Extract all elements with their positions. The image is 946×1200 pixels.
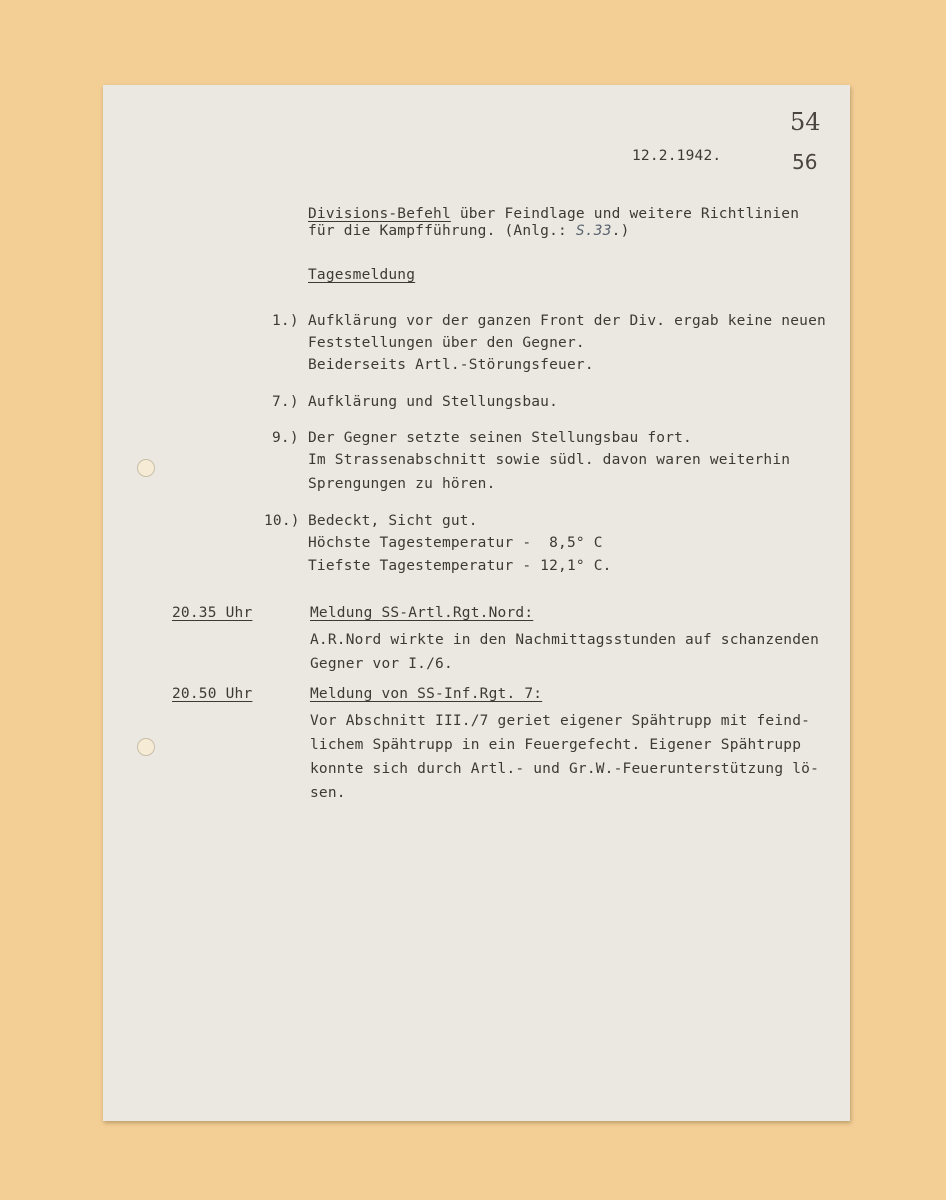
punch-hole <box>137 738 155 756</box>
item-line: Bedeckt, Sicht gut. <box>308 513 478 529</box>
report-heading: Meldung von SS-Inf.Rgt. 7: <box>310 686 543 702</box>
item-line: Aufklärung und Stellungsbau. <box>308 394 559 410</box>
title-line-1-rest: über Feindlage und weitere Richtlinien <box>450 206 800 222</box>
item-line: Aufklärung vor der ganzen Front der Div. ergab keine neuen <box>308 313 826 329</box>
report-line: Vor Abschnitt III./7 geriet eigener Spähtrupp mit feind- <box>310 713 811 729</box>
item-line: Im Strassenabschnitt sowie südl. davon waren weiterhin <box>308 452 791 468</box>
item-line: Tiefste Tagestemperatur - 12,1° C. <box>308 558 612 574</box>
report-line: konnte sich durch Artl.- und Gr.W.-Feuerunterstützung lö- <box>310 761 819 777</box>
item-number: 7.) <box>272 394 299 410</box>
title-line-2 <box>308 223 630 239</box>
item-line: Sprengungen zu hören. <box>308 476 496 492</box>
attachment-annotation: S.33 <box>575 223 612 239</box>
report-heading: Meldung SS-Artl.Rgt.Nord: <box>310 605 534 621</box>
item-number: 1.) <box>272 313 299 329</box>
title-line-2-prefix: für die Kampfführung. (Anlg.: <box>308 223 576 239</box>
item-number: 10.) <box>264 513 300 529</box>
folio-number: 54 <box>790 108 821 136</box>
report-line: Gegner vor I./6. <box>310 656 453 672</box>
report-time: 20.35 Uhr <box>172 605 253 621</box>
report-line: sen. <box>310 785 346 801</box>
item-number: 9.) <box>272 430 299 446</box>
title-line-1 <box>308 206 799 222</box>
item-line: Höchste Tagestemperatur - 8,5° C <box>308 535 603 551</box>
item-line: Feststellungen über den Gegner. <box>308 335 585 351</box>
document-sheet <box>103 85 850 1121</box>
document-date: 12.2.1942. <box>632 148 722 164</box>
item-line: Der Gegner setzte seinen Stellungsbau fort. <box>308 430 692 446</box>
report-line: lichem Spähtrupp in ein Feuergefecht. Eigener Spähtrupp <box>310 737 802 753</box>
section-heading: Tagesmeldung <box>308 267 416 283</box>
item-line: Beiderseits Artl.-Störungsfeuer. <box>308 357 594 373</box>
punch-hole <box>137 459 155 477</box>
page-number: 56 <box>792 150 818 174</box>
report-time: 20.50 Uhr <box>172 686 253 702</box>
title-line-2-suffix: .) <box>611 223 630 239</box>
title-label: Divisions-Befehl <box>308 206 451 222</box>
report-line: A.R.Nord wirkte in den Nachmittagsstunden auf schanzenden <box>310 632 819 648</box>
